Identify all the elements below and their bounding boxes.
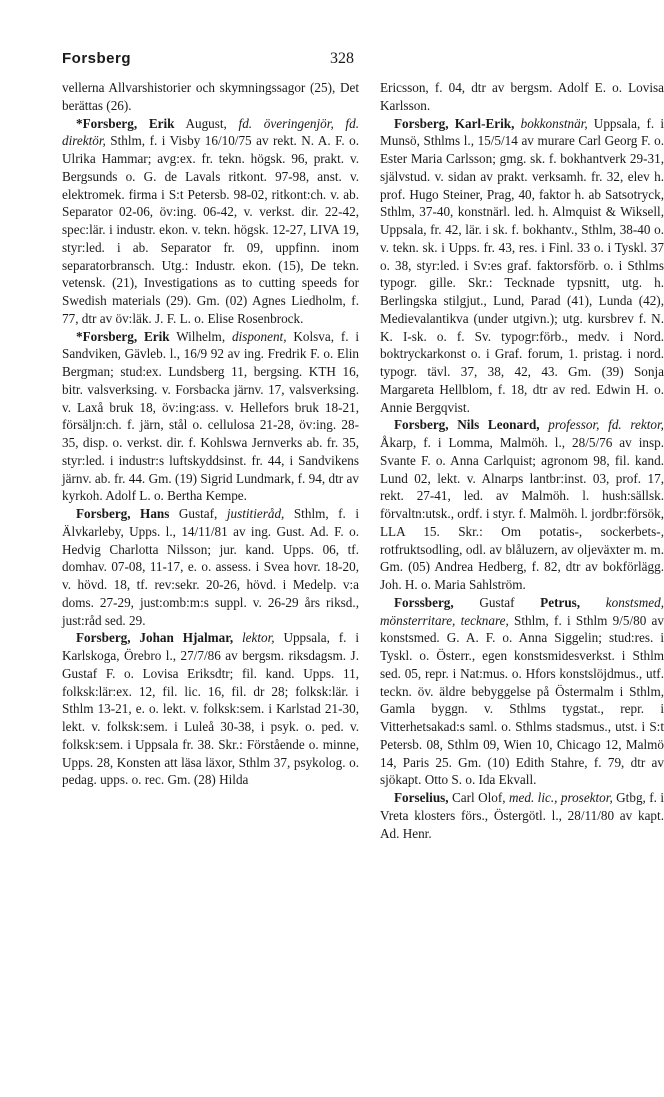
entry-title: disponent, (231, 328, 287, 344)
entry-title: fd. överingenjör, fd. direktör, (62, 115, 359, 149)
entry-forsberg-karl-erik (380, 115, 664, 417)
entry-name: Forsberg, Hans (76, 506, 170, 521)
entry-text: Uppsala, f. i Karlskoga, Örebro l., 27/7/86 av bergsm. riksdagsm. J. Gustaf F. o. Lovisa Eriksdtr; fil. kand. Upps. 11, folksk:lär:ex. 12, fil. lic. 16, fil. dr 28; folksk:lär. i Sthlm 13-21, e. o. lekt. v. folksk:sem. i Karlstad 21-30, lekt. v. folksk:sem. i Luleå 30-38, i psyk. o. ped. v. folksk:sem. i Uppsala fr. 38. Skr.: Förstående o. minne, Upps. 28, Konsten att läsa läxor, Sthlm 37, psykolog. o. pedag. upps. o. rec. Gm. (28) Hilda (62, 630, 359, 788)
entry-continuation (380, 79, 664, 115)
entry-name: *Forsberg, Erik (76, 328, 170, 344)
entry-given (233, 630, 242, 645)
entry-name: Forselius, (394, 790, 449, 805)
entry-text: Uppsala, f. i Munsö, Sthlms l., 15/5/14 av murare Carl Georg F. o. Ester Maria Carlsson; gmg. sk. f. bokhantverk 29-31, självstud. v. sidan av prakt. verksamh. fr. 32, elev h. prof. Hugo Steiner, Prag, 40, faktor h. ab Satsotryck, Sthlm, 37-40, konstnärl. led. h. Almquist & Wiksell, Uppsala, fr. 42, lär. i sk. f. bokhantv., Sthlm, 38-40 o. v. tekn. sk. i Upps. fr. 43, res. i Finl. 33 o. i Tyskl. 37 o. 38, styr:led. i Sv:es graf. faktorsförb. o. i Sthlms typogr. gille. Skr.: Tecknade typsnitt, utg. h. Berlingska stilgjut., Lund, Parad (41), Lunda (42), Medievalantikva (under utgivn.); utg. kursbrev f. N. K. I-sk. o. f. Sv. typogr:förb., medv. i Nord. boktryckarkonst o. i Graf. forum, 1. pristag. i nord. typogr. tävl. 37, 38, 42, 43. Gm. (39) Sonja Margareta Hellblom, f. 18, dtr av red. Edwin H. o. Annie Bergqvist. (380, 115, 664, 415)
running-head-name: Forsberg (62, 50, 132, 67)
entry-given: Gustaf, (169, 506, 227, 521)
entry-given (540, 417, 549, 432)
entry-forsberg-johan-hjalmar (62, 629, 359, 789)
entry-given: Wilhelm, (169, 328, 232, 344)
entry-text: Sthlm, f. i Visby 16/10/75 av rekt. N. A. F. o. Ulrika Hammar; avg:ex. fr. tekn. högsk. 96, prakt. v. Bergsunds o. G. de Lavals ritkont. 97-98, anst. v. elektromek. firma i S:t Petersb. 98-02, ritkont:ch. v. ab. Separator 02-06, öv:ing. 06-42, v. verkst. dir. 22-42, spec:lär. i industr. ekon. v. tekn. högsk. 12-27, LIVA 19, styr:led. i ab. Separator fr. 09, uppfinn. inom separatorbransch. Utg.: Industr. ekon. (15), De tekn. vetensk. (21), Investigations as to cutting speeds for Swedish materials (29). Gm. (02) Agnes Liedholm, f. 77, dtr av öv:läk. J. F. L. o. Elise Rosenbrock. (62, 133, 359, 326)
left-column (62, 79, 359, 789)
entry-text: Gtbg, f. i Vreta klosters förs., Östergötl. l., 28/11/80 av kapt. Ad. Henr. (380, 790, 664, 841)
entry-name: Forssberg, (394, 594, 454, 610)
entry-name: *Forsberg, Erik (76, 115, 175, 131)
entry-title: lektor, (241, 630, 275, 646)
entry-forsberg-erik-wilhelm (62, 328, 359, 506)
page-number: 328 (330, 50, 354, 67)
entry-continuation (62, 79, 359, 115)
entry-given: Gustaf (453, 594, 541, 610)
entry-text: Kolsva, f. i Sandviken, Gävleb. l., 16/9 92 av ing. Fredrik F. o. Elin Bergman; stud:ex. Lundsberg 11, bergsing. KTH 16, bitr. valsverksing. v. Forsbacka järnv. 17, valsverksing. v. Laxå bruk 18, öv:ing:ass. v. Hellefors bruk 18-21, försäljn:ch. f. järn, stål o. cellulosa 21-28, öv:ing. 28-35, disp. o. verkst. dir. f. Kohlswa Jernverks ab. fr. 35, styr:led. i industr:s luftskyddsinst. fr. 44, i Sandvikens järnv. ab. fr. 44. Gm. (19) Sigrid Lundmark, f. 94, dtr av kyrkoh. Adolf L. o. Bertha Kempe. (62, 328, 359, 504)
entry-text: Sthlm, f. i Älvkarleby, Upps. l., 14/11/81 av ing. Gust. Ad. F. o. Hedvig Charlotta Nilsson; jur. kand. Upps. 06, tf. domhav. 07-08, 11-17, e. o. assess. i Svea hovr. 18-20, v. hövd. 18, tf. rev:sekr. 20-26, hövd. i Medelp. v:a doms. 27-29, just:omb:m:s suppl. v. 26-29 års riksd., just:råd sed. 29. (62, 506, 359, 628)
entry-text: Åkarp, f. i Lomma, Malmöh. l., 28/5/76 av insp. Svante F. o. Anna Carlquist; agronom 98, fil. kand. Lund 02, lekt. v. Alnarps lantbr:inst. 03, prof. 17, rekt. 27-41, led. av Malmöh. l. hush:sällsk. förvaltn:utsk., ordf. i styr. f. Malmöh. l. jordbr:försök, LLA 15. Skr.: Om potatis-, sockerbets-, rotfruktsodling, odl. av blåluzern, av oljeväxter m. m. Gm. (05) Andrea Hedberg, f. 82, dtr av bokförlägg. Joh. H. o. Maria Sahlström. (380, 435, 664, 592)
entry-name: Forsberg, Nils Leonard, (394, 417, 540, 433)
running-head (62, 50, 632, 72)
entry-forsberg-erik-august (62, 115, 359, 328)
entry-name-second: Petrus, (540, 594, 581, 610)
entry-title: konstsmed, mönsterritare, tecknare, (380, 594, 664, 628)
entry-forselius-carl-olof (380, 789, 664, 842)
entry-forssberg-gustaf-petrus (380, 594, 664, 789)
entry-title: med. lic., prosektor, (509, 790, 613, 805)
entry-text: Sthlm, f. i Sthlm 9/5/80 av konstsmed. G. A. F. o. Anna Siggelin; stud:res. i Tyskl. o. Österr., egen konstsmidesverkst. i Sthlm sed. 05, repr. i Nat:mus. o. Hfors konstslöjdmus., utf. teckn. öv. äldre bebyggelse på Östermalm i Sthlm, Gamla byggn. v. Sthlms tygstat., repr. i Vitterhetsakad:s saml. o. Sthlms stadsmus., utst. i S:t Petersb. 08, Sthlm 09, Wien 10, Chicago 12, Malmö 14, Paris 25. Gm. (10) Edith Stahre, f. 79, dtr av sjökapt. Otto S. o. Ida Ekvall. (380, 612, 664, 788)
entry-title: justitieråd, (226, 506, 285, 521)
entry-name: Forsberg, Johan Hjalmar, (76, 630, 234, 646)
entry-given: August, (174, 115, 239, 131)
entry-forsberg-hans (62, 505, 359, 629)
right-column (380, 79, 664, 842)
entry-text: vellerna Allvarshistorier och skymningssagor (25), Det berättas (26). (62, 80, 359, 113)
entry-given: Carl Olof, (448, 790, 509, 805)
entry-title: bokkonstnär, (520, 115, 588, 131)
entry-name: Forsberg, Karl-Erik, (394, 115, 515, 131)
entry-title: professor, fd. rektor, (548, 417, 664, 433)
entry-forsberg-nils-leonard (380, 416, 664, 594)
entry-text: Ericsson, f. 04, dtr av bergsm. Adolf E. o. Lovisa Karlsson. (380, 80, 664, 113)
